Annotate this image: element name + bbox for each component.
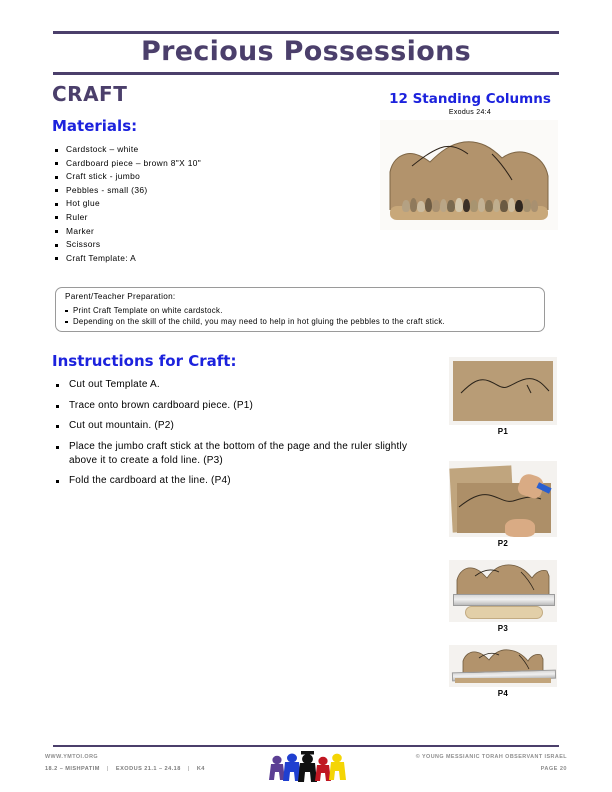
footer-code: K4: [196, 766, 205, 772]
list-item: Fold the cardboard at the line. (P4): [52, 474, 434, 488]
footer-divider: |: [187, 766, 190, 772]
list-item: Depending on the skill of the child, you may need to help in hot gluing the pebbles to the craft stick.: [64, 316, 445, 327]
list-item: Pebbles - small (36): [52, 184, 352, 198]
prep-list: [64, 305, 445, 327]
list-item: Craft Template: A: [52, 252, 352, 266]
process-photo-p3: [449, 560, 557, 622]
photo-caption: P2: [497, 539, 509, 548]
footer-scripture: EXODUS 21.1 – 24.18: [115, 766, 181, 772]
process-figure-p2: [449, 461, 557, 548]
pebble: [470, 200, 478, 212]
pebble: [432, 200, 440, 212]
list-item: Cardstock – white: [52, 143, 352, 157]
list-item: Place the jumbo craft stick at the bottom of the page and the ruler slightly above it to create a fold line. (P3): [52, 440, 434, 468]
footer-website[interactable]: WWW.YMTOI.ORG: [45, 754, 99, 760]
photo-caption: P1: [497, 427, 509, 436]
footer-lesson-line: [45, 766, 205, 772]
footer-right-block: [416, 754, 567, 772]
pebble: [485, 200, 493, 212]
process-figure-p3: [449, 560, 557, 633]
photo-caption: P4: [497, 689, 509, 698]
list-item: Cardboard piece – brown 8"X 10": [52, 157, 352, 171]
ymtoi-people-logo: [268, 750, 346, 784]
figure-blue: [283, 754, 301, 782]
pebble: [447, 200, 455, 212]
footer-copyright: © YOUNG MESSIANIC TORAH OBSERVANT ISRAEL: [415, 754, 567, 760]
figure-purple: [269, 756, 285, 780]
pebble: [410, 198, 418, 212]
mountain-cutout-icon: [455, 562, 551, 596]
pebble: [455, 198, 463, 212]
figure-red: [315, 757, 331, 781]
process-photo-p1: [449, 357, 557, 425]
footer-lesson: 18.2 – MISHPATIM: [45, 766, 100, 772]
list-item: Trace onto brown cardboard piece. (P1): [52, 399, 434, 413]
parent-teacher-preparation-box: [55, 287, 545, 332]
pebble: [523, 199, 531, 212]
mountain-cutout-icon: [461, 647, 545, 673]
list-item: Cut out mountain. (P2): [52, 419, 434, 433]
list-item: Marker: [52, 225, 352, 239]
craft-scene: [380, 120, 558, 230]
process-photo-p2: [449, 461, 557, 537]
list-item: Print Craft Template on white cardstock.: [64, 305, 445, 316]
process-figure-p1: [449, 357, 557, 436]
pebble: [493, 199, 501, 212]
pebble: [463, 199, 471, 212]
footer-rule: [53, 745, 559, 747]
feature-verse-reference: Exodus 24:4: [448, 109, 492, 116]
process-photo-p4: [449, 645, 557, 687]
pebble: [508, 198, 516, 212]
craft-heading: CRAFT: [52, 82, 128, 106]
pebble: [440, 199, 448, 212]
craft-stick: [465, 606, 543, 619]
pebble: [425, 198, 433, 212]
list-item: Craft stick - jumbo: [52, 170, 352, 184]
instructions-list: [52, 378, 434, 495]
traced-mountain-line-icon: [453, 361, 553, 421]
page-title: Precious Possessions: [141, 36, 471, 67]
photo-caption: P3: [497, 624, 509, 633]
pebble: [531, 200, 539, 212]
feature-title: 12 Standing Columns: [389, 91, 551, 107]
pebble: [478, 198, 486, 212]
folded-base: [455, 678, 551, 683]
pebble: [417, 201, 425, 212]
list-item: Cut out Template A.: [52, 378, 434, 392]
pebble: [402, 200, 410, 212]
finished-craft-photo: [380, 120, 558, 230]
hand-icon: [505, 519, 535, 537]
prep-title: Parent/Teacher Preparation:: [65, 292, 176, 301]
materials-heading: Materials:: [52, 117, 138, 135]
materials-list: [52, 143, 352, 265]
figure-yellow: [329, 754, 346, 780]
instructions-heading: Instructions for Craft:: [52, 352, 237, 370]
list-item: Scissors: [52, 238, 352, 252]
pebble-row: [402, 194, 538, 212]
figure-black: [298, 751, 317, 782]
list-item: Hot glue: [52, 197, 352, 211]
footer-page-number: PAGE 20: [540, 766, 567, 772]
footer-divider: |: [106, 766, 109, 772]
ruler: [453, 594, 555, 606]
list-item: Ruler: [52, 211, 352, 225]
pebble: [500, 200, 508, 212]
pebble: [515, 200, 523, 212]
process-figure-p4: [449, 645, 557, 698]
footer-left-block: [45, 754, 205, 772]
header-rule-bottom: [53, 72, 559, 75]
